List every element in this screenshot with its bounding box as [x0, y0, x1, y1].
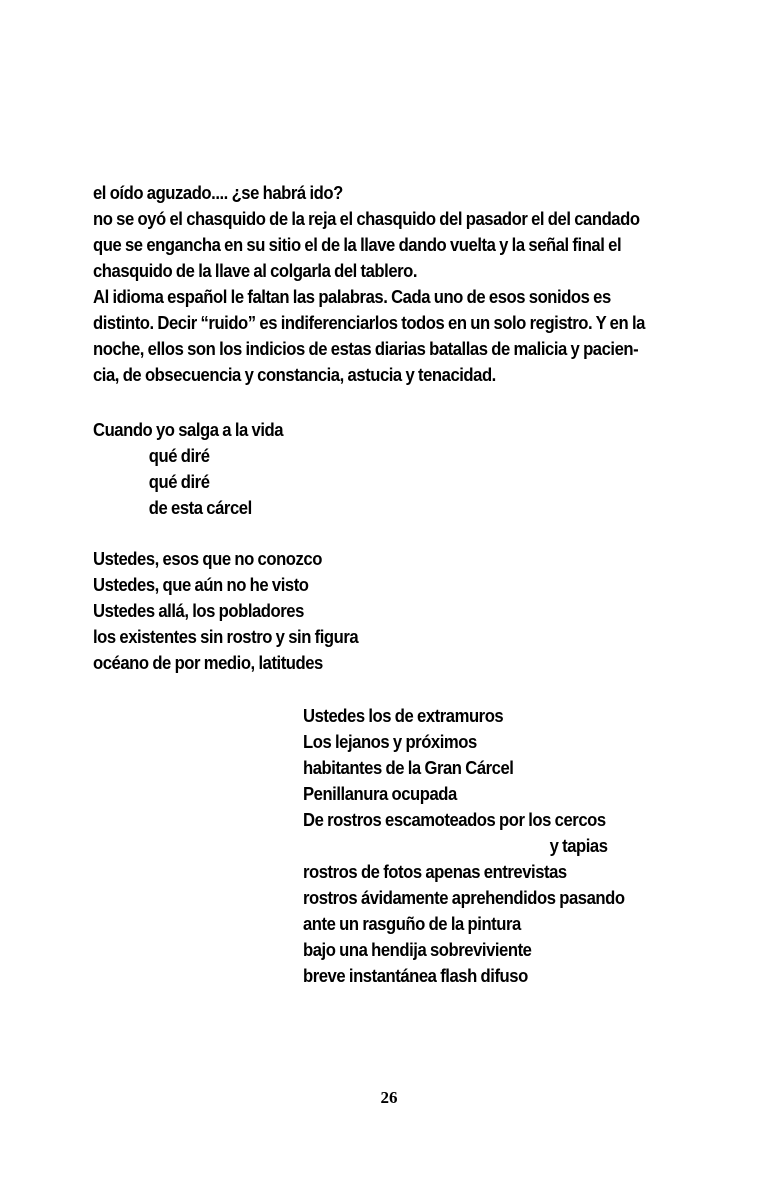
verse-line: De rostros escamoteados por los cercos	[303, 809, 606, 830]
verse-line-indented: qué diré	[148, 471, 210, 492]
verse-line: océano de por medio, latitudes	[93, 652, 323, 673]
verse-line: los existentes sin rostro y sin figura	[93, 626, 359, 647]
verse-line: breve instantánea flash difuso	[303, 965, 528, 986]
text-line: cia, de obsecuencia y constancia, astucia y tenacidad.	[93, 364, 496, 385]
page-number: 26	[380, 1088, 398, 1107]
verse-line-hanging: y tapias	[549, 835, 608, 856]
text-line: no se oyó el chasquido de la reja el chasquido del pasador el del candado	[93, 208, 640, 229]
prose-paragraph	[93, 180, 645, 388]
verse-line: bajo una hendija sobreviviente	[303, 939, 532, 960]
text-line: noche, ellos son los indicios de estas diarias batallas de malicia y pacien-	[93, 338, 639, 359]
poem-stanza-extramuros	[303, 703, 625, 989]
verse-line: Ustedes, que aún no he visto	[93, 574, 309, 595]
verse-line: Ustedes allá, los pobladores	[93, 600, 304, 621]
text-line: Al idioma español le faltan las palabras. Cada uno de esos sonidos es	[93, 286, 611, 307]
verse-line: Los lejanos y próximos	[303, 731, 477, 752]
text-line: el oído aguzado.... ¿se habrá ido?	[93, 182, 343, 203]
verse-line-indented: qué diré	[148, 445, 210, 466]
verse-line: rostros de fotos apenas entrevistas	[303, 861, 567, 882]
verse-line-indented: de esta cárcel	[148, 497, 252, 518]
text-line: chasquido de la llave al colgarla del tablero.	[93, 260, 418, 281]
text-line: distinto. Decir “ruido” es indiferenciarlos todos en un solo registro. Y en la	[93, 312, 645, 333]
verse-line: ante un rasguño de la pintura	[303, 913, 521, 934]
verse-line: habitantes de la Gran Cárcel	[303, 757, 514, 778]
poem-stanza-cuando	[93, 417, 283, 521]
verse-line: rostros ávidamente aprehendidos pasando	[303, 887, 625, 908]
verse-line: Ustedes, esos que no conozco	[93, 548, 322, 569]
text-line: que se engancha en su sitio el de la llave dando vuelta y la señal final el	[93, 234, 622, 255]
verse-line: Penillanura ocupada	[303, 783, 457, 804]
verse-line: Cuando yo salga a la vida	[93, 419, 284, 440]
verse-line: Ustedes los de extramuros	[303, 705, 504, 726]
poem-stanza-ustedes	[93, 546, 358, 676]
